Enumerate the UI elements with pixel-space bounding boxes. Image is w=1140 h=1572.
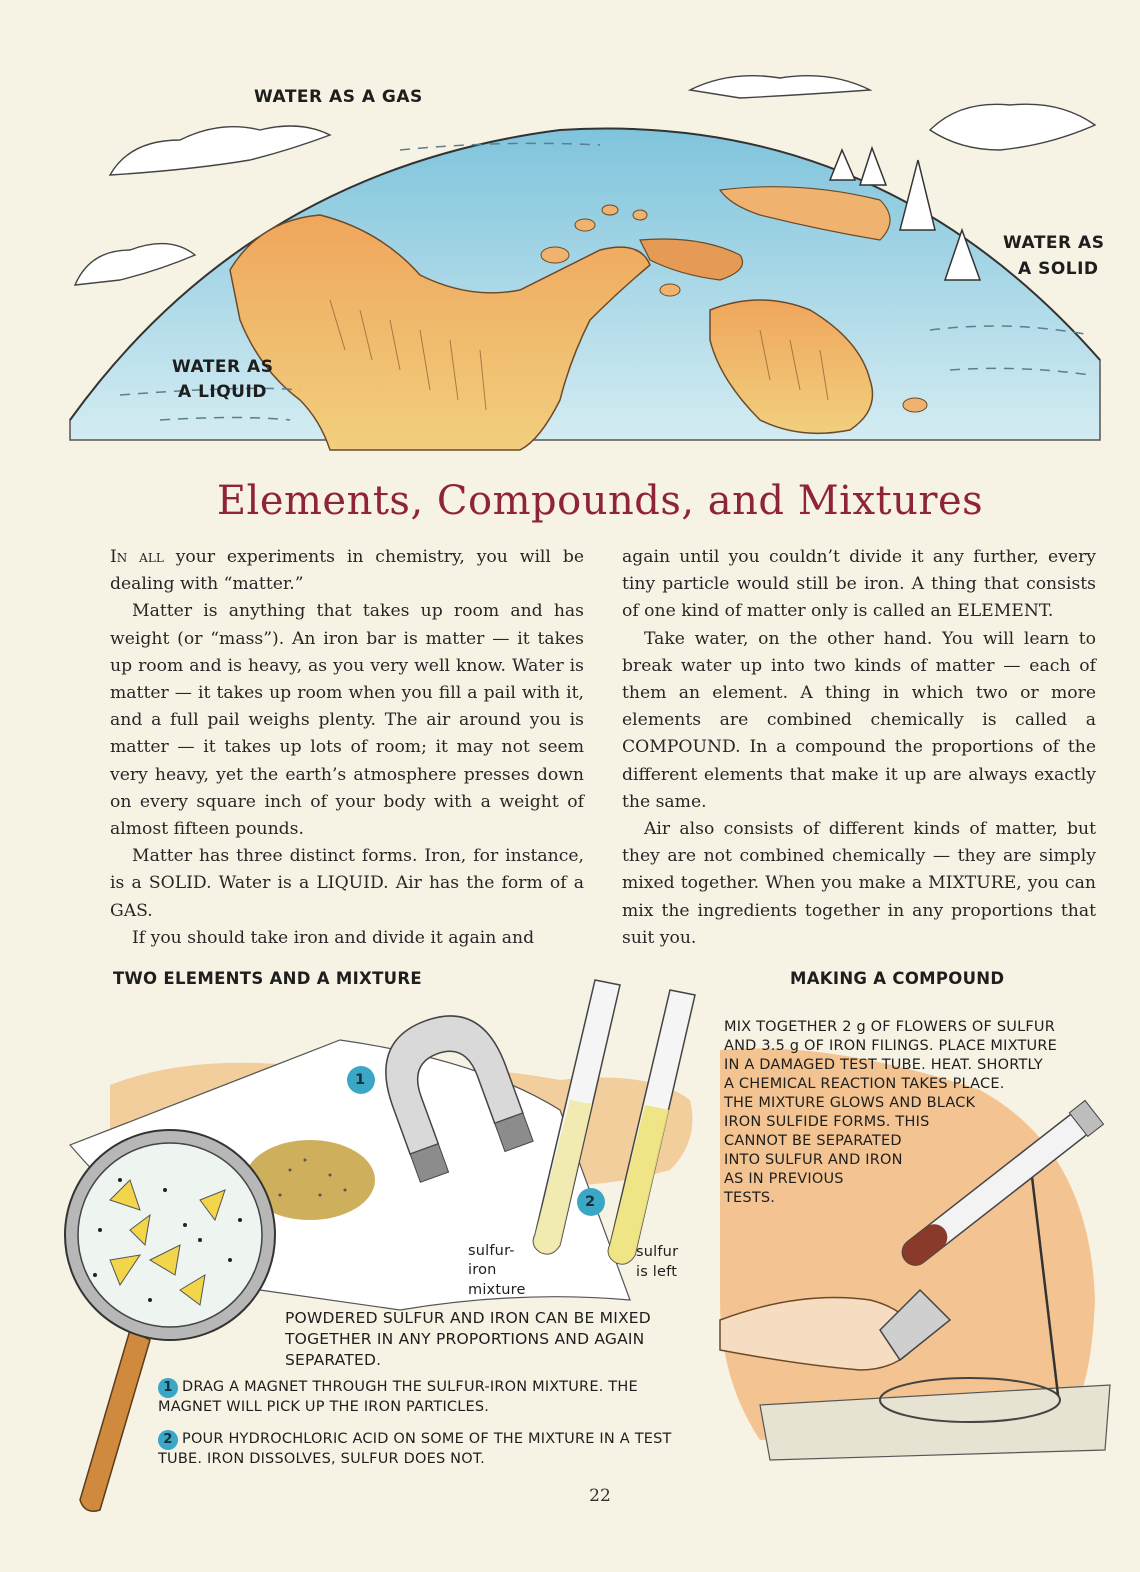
body-column-left: [110, 544, 584, 952]
step-1: [158, 1378, 698, 1417]
step-1-text: DRAG A MAGNET THROUGH THE SULFUR-IRON MIXTURE. THE MAGNET WILL PICK UP THE IRON PARTICLES.: [158, 1379, 638, 1415]
label-water-liquid-1: WATER AS: [172, 357, 274, 377]
caption-line-6: IRON SULFIDE FORMS. THIS: [724, 1114, 930, 1130]
paragraph-4a: If you should take iron and divide it again and: [132, 927, 535, 948]
step-2-text: POUR HYDROCHLORIC ACID ON SOME OF THE MIXTURE IN A TEST TUBE. IRON DISSOLVES, SULFUR DOES NOT.: [158, 1431, 672, 1467]
paragraph-1: [110, 544, 584, 598]
paragraph-3: Matter has three distinct forms. Iron, for instance, is a SOLID. Water is a LIQUID. Air has the form of a GAS.: [110, 846, 584, 921]
earth-water-illustration: [0, 0, 1140, 470]
paragraph-1-lead: In all: [110, 547, 164, 567]
caption-line-9: AS IN PREVIOUS: [724, 1171, 844, 1187]
badge-2-marker: 2: [585, 1194, 596, 1210]
label-water-liquid-2: A LIQUID: [178, 382, 267, 402]
caption-line-2: AND 3.5 g OF IRON FILINGS. PLACE MIXTURE: [724, 1038, 1057, 1054]
label-water-gas: WATER AS A GAS: [254, 87, 423, 107]
label-is-left: is left: [636, 1264, 678, 1280]
heading-making-compound: MAKING A COMPOUND: [790, 969, 1005, 988]
label-sulfur: sulfur: [636, 1244, 679, 1260]
caption-line-7: CANNOT BE SEPARATED: [724, 1133, 902, 1149]
label-water-solid-2: A SOLID: [1018, 259, 1099, 279]
label-sulfur-iron: sulfur-: [468, 1243, 515, 1259]
caption-line-3: IN A DAMAGED TEST TUBE. HEAT. SHORTLY: [724, 1057, 1043, 1073]
caption-mixture: POWDERED SULFUR AND IRON CAN BE MIXED TOGETHER IN ANY PROPORTIONS AND AGAIN SEPARATED.: [285, 1309, 651, 1369]
caption-line-10: TESTS.: [724, 1190, 776, 1206]
caption-line-5: THE MIXTURE GLOWS AND BLACK: [724, 1095, 976, 1111]
step-2: [158, 1430, 698, 1469]
label-iron: iron: [468, 1262, 497, 1278]
label-water-solid-1: WATER AS: [1003, 233, 1105, 253]
caption-line-8: INTO SULFUR AND IRON: [724, 1152, 903, 1168]
heading-two-elements: TWO ELEMENTS AND A MIXTURE: [113, 969, 422, 988]
label-mixture: mixture: [468, 1282, 526, 1298]
paragraph-6: Air also consists of different kinds of matter, but they are not combined chemically — they are simply mixed together. When you make a MIXTURE, you can mix the ingredients together in any proportions that suit you.: [622, 819, 1096, 948]
caption-line-4: A CHEMICAL REACTION TAKES PLACE.: [724, 1076, 1005, 1092]
paragraph-2: Matter is anything that takes up room and has weight (or “mass”). An iron bar is matter — it takes up room and is heavy, as you very well know. Water is matter — it takes up room when you fill a pail with it, and a full pail weighs plenty. The air around you is matter — it takes up lots of room; it may not seem very heavy, yet the earth’s atmosphere presses down on every square inch of your body with a weight of almost fifteen pounds.: [110, 601, 584, 840]
page-title: Elements, Compounds, and Mixtures: [216, 478, 984, 524]
paragraph-4b: again until you couldn’t divide it any further, every tiny particle would still be iron. A thing that consists of one kind of matter only is called an ELEMENT.: [622, 547, 1096, 622]
step-2-badge: 2: [158, 1430, 178, 1450]
paragraph-5: Take water, on the other hand. You will learn to break water up into two kinds of matter — each of them an element. A thing in which two or more elements are combined chemically is called a COMPOUND. In a compound the proportions of the different elements that make it up are always exactly the same.: [622, 628, 1096, 812]
step-1-badge: 1: [158, 1378, 178, 1398]
body-column-right: [622, 544, 1096, 952]
caption-line-1: MIX TOGETHER 2 g OF FLOWERS OF SULFUR: [724, 1019, 1056, 1035]
badge-1-marker: 1: [355, 1072, 366, 1088]
page-number: 22: [589, 1486, 611, 1506]
paragraph-1-text: your experiments in chemistry, you will be dealing with “matter.”: [110, 547, 585, 595]
